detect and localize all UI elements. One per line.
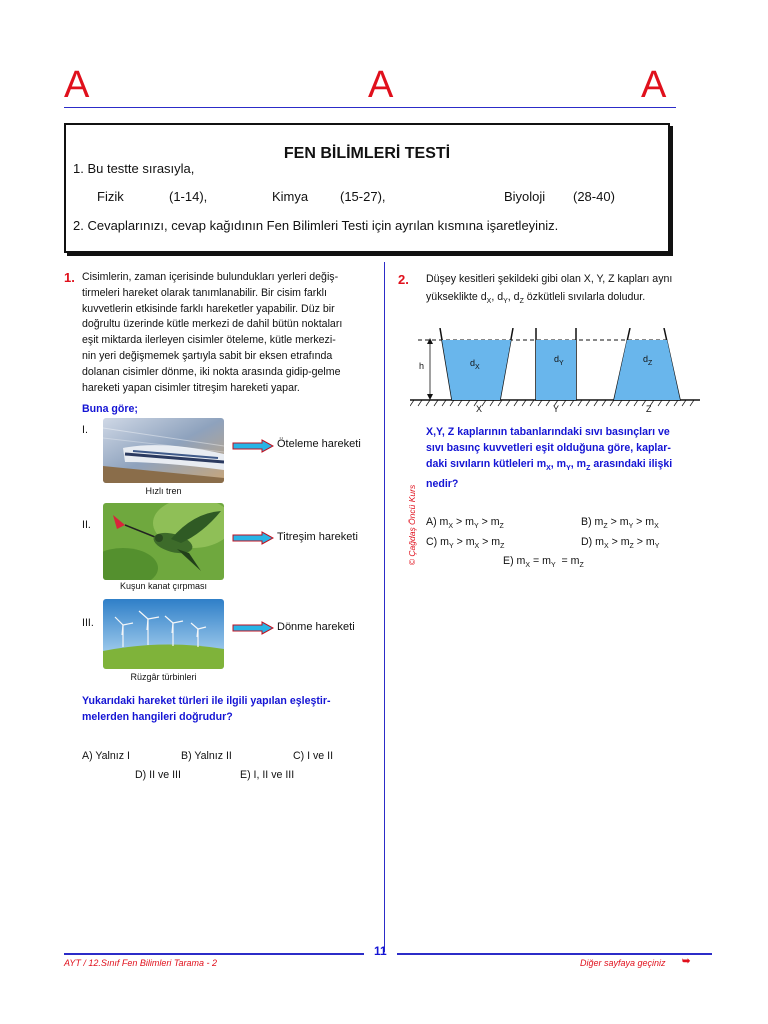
q1-option-a[interactable]: A) Yalnız I: [82, 750, 130, 762]
arrow-right-icon: [232, 439, 274, 453]
subject-physics-range: (1-14),: [169, 189, 208, 204]
q2-question-line-3: daki sıvıların kütleleri m: [426, 457, 547, 470]
q1-paragraph-line: dolanan cisimler dönme, iki nokta arasında gidip-gelme: [82, 365, 341, 378]
q1-option-b[interactable]: B) Yalnız II: [181, 750, 232, 762]
q2-option-d[interactable]: D) $m_X > m_Z > m_Y$: [581, 536, 660, 551]
q2-question-line: nedir?: [426, 477, 459, 490]
subject-chemistry-name: Kimya: [272, 189, 309, 204]
q1-number: 1.: [64, 270, 75, 285]
fig-dz-d: d: [643, 354, 649, 364]
q2-question-line: X,Y, Z kaplarının tabanlarındaki sıvı basınçları ve: [426, 426, 670, 438]
q2-question-line: sıvı basınç kuvvetleri eşit olduğuna göre, kaplar-: [426, 441, 671, 454]
q1-question-line: melerden hangileri doğrudur?: [82, 710, 233, 723]
header-letter-right: A: [641, 64, 667, 106]
q2-intro-line-2a: yükseklikte d: [426, 291, 487, 303]
wind-turbines-image: [103, 599, 224, 669]
instructions-box: [64, 123, 670, 253]
subject-physics-name: Fizik: [97, 189, 124, 204]
footer-rule-right: [397, 953, 712, 955]
q1-option-d[interactable]: D) II ve III: [135, 769, 181, 781]
test-title: FEN BİLİMLERİ TESTİ: [283, 145, 451, 162]
q2-intro-line-2b: özkütleli sıvılarla doludur.: [523, 291, 646, 303]
fig-dx-sub: X: [475, 363, 480, 371]
fig-dx-label: [470, 358, 480, 371]
q1-paragraph-line: kuvvetlerin etkisinde farklı hareketler yapabilir. Düz bir: [82, 302, 335, 315]
footer-right: Diğer sayfaya geçiniz: [580, 958, 666, 968]
q2-question: [426, 425, 672, 492]
hummingbird-image: [103, 503, 224, 580]
instruction-line-2: 2. Cevaplarınızı, cevap kağıdının Fen Bilimleri Testi için ayrılan kısmına işaretleyiniz.: [73, 218, 559, 233]
subject-chemistry-range: (15-27),: [340, 189, 386, 204]
q1-paragraph-line: hareketi yapan cisimler titreşim hareketi yapar.: [82, 381, 300, 394]
q1-item-3-motion: Dönme hareketi: [277, 621, 355, 633]
q1-item-2-caption: Kuşun kanat çırpması: [119, 581, 208, 591]
footer-left: AYT / 12.Sınıf Fen Bilimleri Tarama - 2: [64, 958, 218, 968]
fig-dz-sub: Z: [648, 359, 653, 367]
fig-label-x: X: [476, 404, 483, 414]
fig-label-z: Z: [646, 404, 652, 414]
footer-rule-left: [64, 953, 364, 955]
next-page-arrow-icon: ➥: [682, 956, 691, 967]
q1-buna-gore: Buna göre;: [82, 403, 138, 415]
q2-option-c[interactable]: C) $m_Y > m_X > m_Z$: [426, 536, 505, 551]
q2-intro-line-1: Düşey kesitleri şekildeki gibi olan X, Y, Z kapları aynı: [426, 273, 673, 285]
header-letter-mid: A: [368, 64, 394, 106]
fig-label-y: Y: [553, 404, 560, 414]
q1-paragraph-line: nin yeri değişmemek şartıyla sabit bir eksen etrafında: [82, 349, 333, 362]
column-divider: [384, 262, 385, 952]
q2-intro-line-2: yükseklikte $d_X$, $d_Y$, $d_Z$ özkütleli sıvılarla doludur.: [426, 291, 646, 306]
q2-option-b[interactable]: B) $m_Z > m_Y > m_X$: [581, 516, 659, 531]
subject-biology-range: (28-40): [573, 189, 615, 204]
arrow-right-icon: [232, 531, 274, 545]
q2-number: 2.: [398, 272, 409, 287]
q1-item-3-caption: Rüzgâr türbinleri: [130, 672, 197, 682]
fig-dy-label: [554, 354, 564, 367]
q1-question: [82, 694, 330, 726]
q1-question-line: Yukarıdaki hareket türleri ile ilgili yapılan eşleştir-: [82, 695, 331, 707]
q1-option-e[interactable]: E) I, II ve III: [240, 769, 295, 781]
q1-item-2-motion: Titreşim hareketi: [277, 531, 358, 543]
q1-item-2-roman: II.: [82, 519, 91, 531]
fig-dy-d: d: [554, 354, 560, 364]
q1-paragraph: [82, 270, 372, 396]
q2-question-line: daki sıvıların kütleleri $m_X$, $m_Y$, $m_Z$ arasındaki ilişki: [426, 457, 673, 472]
arrow-right-icon: [232, 621, 274, 635]
q1-paragraph-line: eşit miktarda ilerleyen cisimler öteleme, kütle merkezi-: [82, 334, 336, 347]
fig-dz-label: [643, 354, 652, 367]
page-number: 11: [374, 944, 387, 958]
side-copyright: © Çağdaş Öncü Kurs: [407, 484, 418, 566]
q1-item-1-roman: I.: [82, 424, 88, 436]
fig-dx-d: d: [470, 358, 476, 368]
q2-option-a[interactable]: A) $m_X > m_Y > m_Z$: [426, 516, 504, 531]
fig-dy-sub: Y: [559, 359, 564, 367]
fig-h-label: h: [419, 361, 425, 371]
q2-option-e[interactable]: E) $m_X = m_Y = m_Z$: [503, 555, 584, 570]
q1-paragraph-line: doğrultu üzerinde kütle merkezi de dahil bütün noktaları: [82, 318, 343, 331]
train-image: [103, 418, 224, 483]
q1-item-1-motion: Öteleme hareketi: [277, 438, 361, 450]
header-letter-left: A: [64, 64, 90, 106]
q1-paragraph-line: tirmeleri hareket olarak tanımlanabilir. Bir cisim farklı: [82, 286, 327, 299]
q1-option-c[interactable]: C) I ve II: [293, 750, 334, 762]
q1-paragraph-line: Cisimlerin, zaman içerisinde bulundukları yerleri değiş-: [82, 271, 339, 283]
subject-biology-name: Biyoloji: [504, 189, 546, 204]
instruction-line-1: 1. Bu testte sırasıyla,: [73, 161, 195, 176]
q1-item-3-roman: III.: [82, 617, 94, 629]
q1-item-1-caption: Hızlı tren: [145, 486, 182, 496]
header-rule: [64, 107, 676, 108]
